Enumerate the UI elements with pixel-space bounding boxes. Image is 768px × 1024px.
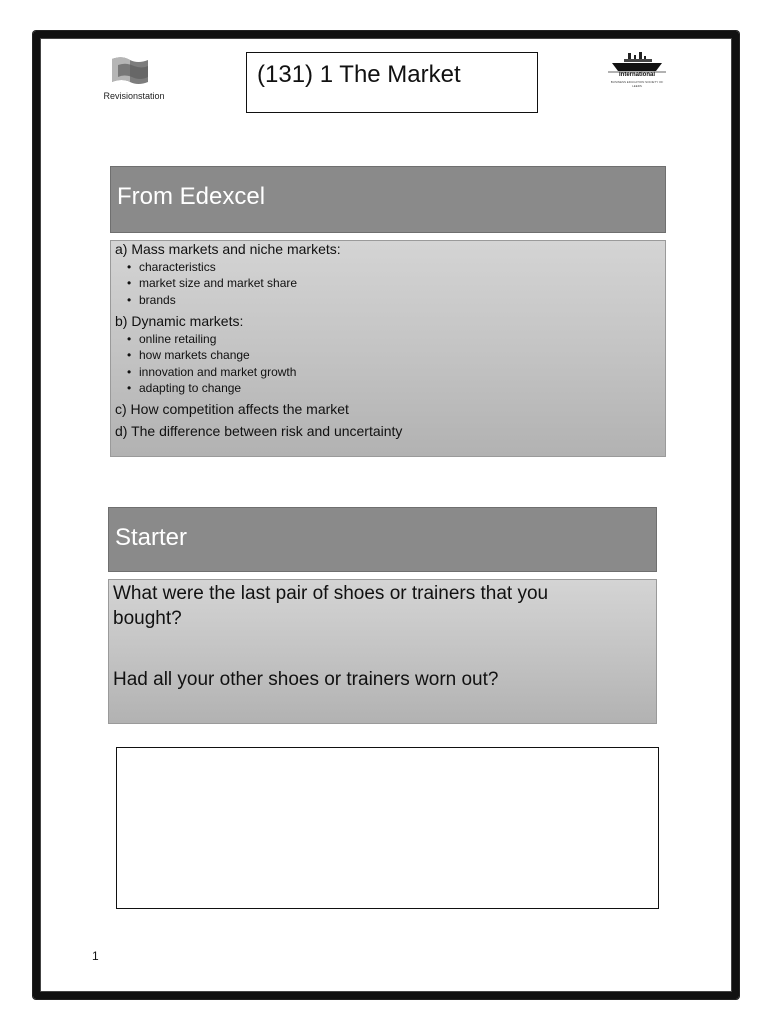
list-item: a) Mass markets and niche markets: bbox=[115, 241, 341, 257]
page-title: (131) 1 The Market bbox=[257, 61, 461, 88]
edexcel-heading-banner bbox=[110, 166, 666, 233]
starter-question: Had all your other shoes or trainers worn out? bbox=[113, 669, 499, 690]
list-subitem: • adapting to change bbox=[139, 381, 241, 395]
starter-heading: Starter bbox=[115, 524, 188, 551]
answer-box[interactable] bbox=[116, 747, 659, 909]
list-item: d) The difference between risk and uncertainty bbox=[115, 423, 403, 439]
starter-heading-banner bbox=[108, 507, 657, 572]
starter-content-panel bbox=[108, 579, 657, 724]
list-item: b) Dynamic markets: bbox=[115, 313, 244, 329]
list-item: c) How competition affects the market bbox=[115, 401, 349, 417]
list-subitem: • online retailing bbox=[139, 332, 216, 346]
page-number: 1 bbox=[92, 949, 99, 963]
flag-icon bbox=[108, 55, 152, 89]
title-box bbox=[246, 52, 538, 113]
ship-icon bbox=[606, 50, 668, 74]
logo-text: Revisionstation bbox=[103, 91, 165, 101]
logo-subtext: BUSINESS EDUCATION SOCIETY OF LEEDS bbox=[610, 80, 664, 88]
edexcel-content-panel bbox=[110, 240, 666, 457]
starter-question: What were the last pair of shoes or trainers that you bbox=[113, 583, 549, 604]
list-subitem: • market size and market share bbox=[139, 276, 297, 290]
starter-question: bought? bbox=[113, 608, 182, 629]
edexcel-heading: From Edexcel bbox=[117, 183, 266, 210]
list-subitem: • innovation and market growth bbox=[139, 365, 296, 379]
list-subitem: • brands bbox=[139, 293, 176, 307]
logo-text: International bbox=[618, 72, 655, 78]
revisionstation-logo bbox=[94, 55, 174, 107]
list-subitem: • characteristics bbox=[139, 260, 216, 274]
list-subitem: • how markets change bbox=[139, 348, 250, 362]
international-logo bbox=[606, 50, 668, 90]
